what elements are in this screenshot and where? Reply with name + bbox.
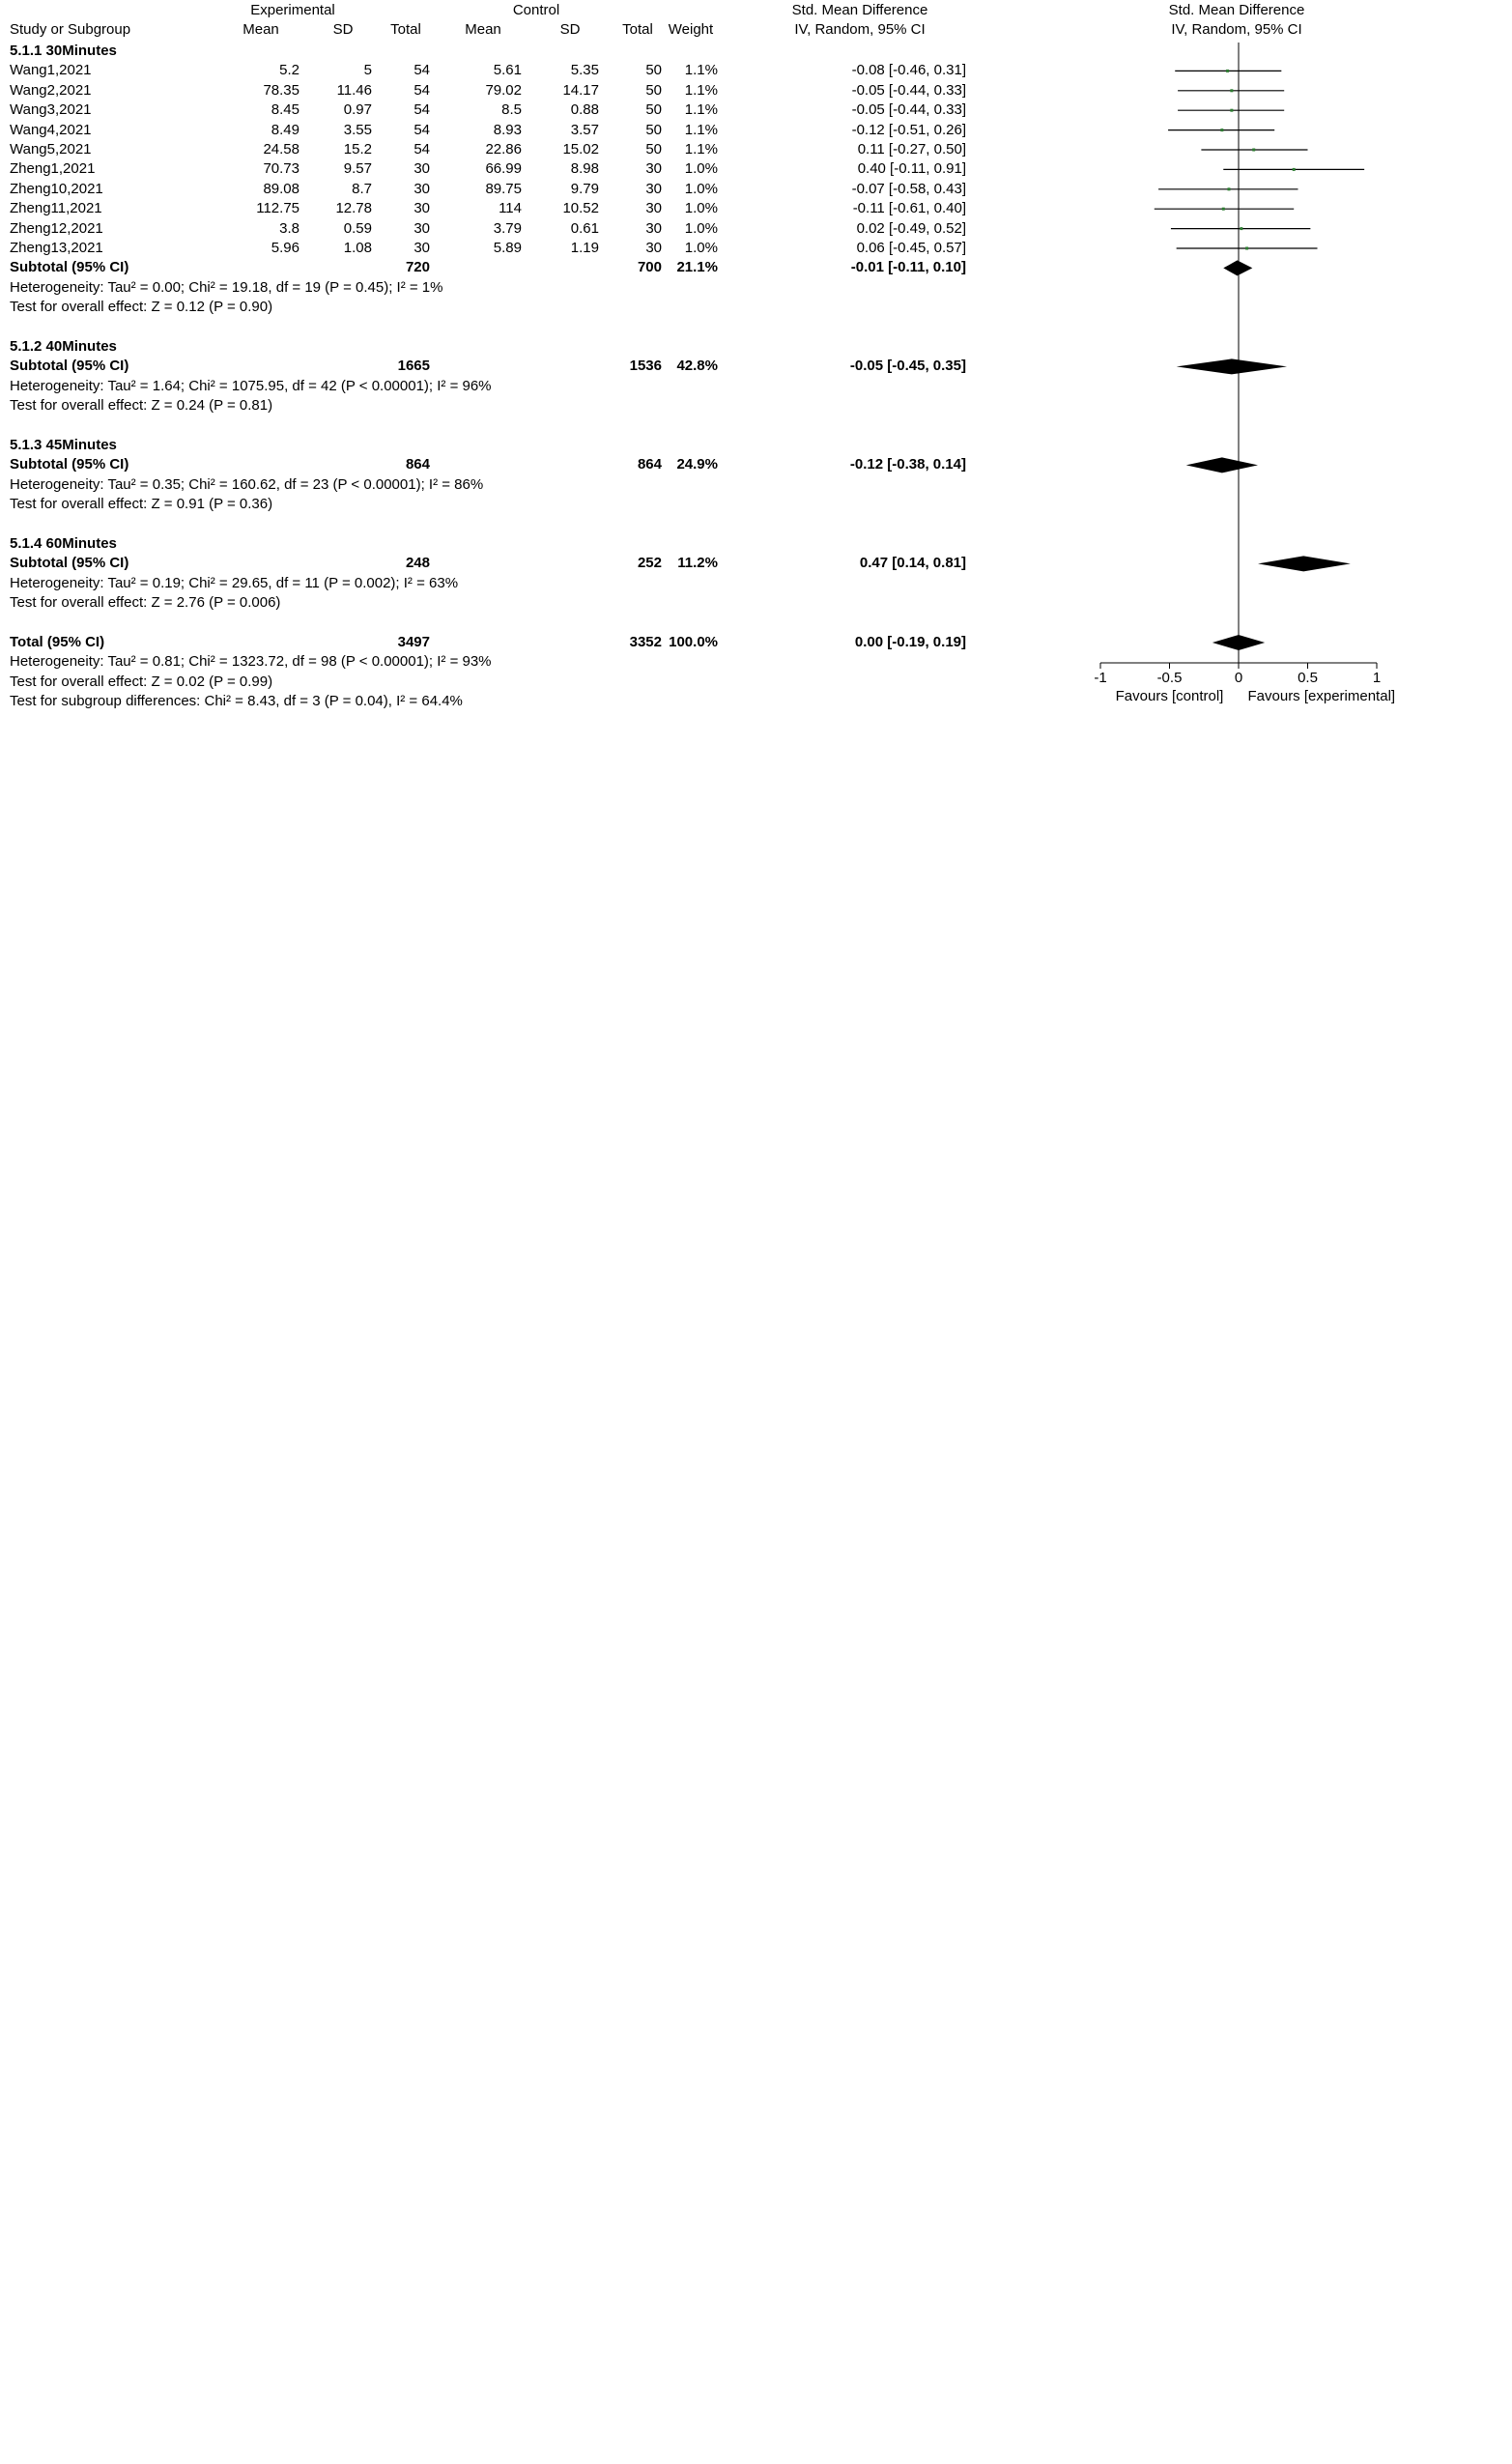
study-name: Zheng1,2021 bbox=[10, 160, 96, 178]
subtotal-exp-total: 1665 bbox=[397, 358, 430, 375]
ctrl-sd: 10.52 bbox=[562, 200, 599, 217]
study-weight: 1.1% bbox=[684, 101, 718, 119]
point-estimate bbox=[1230, 89, 1233, 92]
subtotal-ctrl-total: 864 bbox=[637, 456, 662, 473]
exp-total: 54 bbox=[414, 141, 430, 158]
subtotal-smd-ci: -0.05 [-0.45, 0.35] bbox=[849, 358, 966, 375]
exp-total: 30 bbox=[414, 160, 430, 178]
study-smd-ci: -0.07 [-0.58, 0.43] bbox=[851, 180, 966, 197]
exp-total: 54 bbox=[414, 81, 430, 99]
study-smd-ci: 0.02 [-0.49, 0.52] bbox=[856, 219, 966, 237]
study-smd-ci: 0.40 [-0.11, 0.91] bbox=[857, 160, 966, 178]
ctrl-sd: 0.88 bbox=[570, 101, 599, 119]
subtotal-ctrl-total: 1536 bbox=[629, 358, 662, 375]
subtotal-exp-total: 864 bbox=[405, 456, 430, 473]
study-weight: 1.0% bbox=[684, 200, 718, 217]
exp-mean: 5.2 bbox=[279, 62, 300, 79]
study-name: Wang4,2021 bbox=[10, 121, 92, 138]
study-name: Wang1,2021 bbox=[10, 62, 92, 79]
ctrl-total: 30 bbox=[645, 200, 662, 217]
plot-title: Std. Mean Difference bbox=[1168, 2, 1305, 18]
subtotal-diamond bbox=[1258, 556, 1351, 571]
subgroup-differences-text: Test for subgroup differences: Chi² = 8.43, df = 3 (P = 0.04), I² = 64.4% bbox=[10, 693, 463, 710]
ctrl-total: 30 bbox=[645, 180, 662, 197]
ctrl-total: 50 bbox=[645, 62, 662, 79]
subtotal-ctrl-total: 700 bbox=[637, 259, 662, 276]
ctrl-total: 50 bbox=[645, 121, 662, 138]
study-name: Zheng13,2021 bbox=[10, 240, 103, 256]
exp-total: 30 bbox=[414, 180, 430, 197]
subtotal-smd-ci: 0.47 [0.14, 0.81] bbox=[859, 555, 966, 572]
total-heterogeneity-text: Heterogeneity: Tau² = 0.81; Chi² = 1323.72, df = 98 (P < 0.00001); I² = 93% bbox=[10, 653, 492, 671]
ctrl-total: 30 bbox=[645, 160, 662, 178]
x-tick-label: 0.5 bbox=[1298, 670, 1318, 686]
overall-effect-text: Test for overall effect: Z = 2.76 (P = 0.006) bbox=[10, 594, 281, 612]
ctrl-sd: 9.79 bbox=[570, 180, 599, 197]
study-weight: 1.1% bbox=[684, 141, 718, 158]
exp-mean: 8.45 bbox=[271, 101, 300, 119]
study-name: Zheng12,2021 bbox=[10, 219, 103, 237]
subtotal-ctrl-total: 252 bbox=[637, 555, 662, 572]
subtotal-label: Subtotal (95% CI) bbox=[10, 358, 129, 375]
exp-total: 54 bbox=[414, 101, 430, 119]
exp-total: 54 bbox=[414, 62, 430, 79]
header-mean-ctrl: Mean bbox=[465, 21, 501, 38]
ctrl-total: 50 bbox=[645, 141, 662, 158]
total-exp: 3497 bbox=[397, 634, 430, 650]
subtotal-diamond bbox=[1223, 260, 1252, 275]
study-smd-ci: 0.06 [-0.45, 0.57] bbox=[856, 240, 966, 256]
subtotal-weight: 21.1% bbox=[676, 259, 718, 276]
subgroup-title: 5.1.2 40Minutes bbox=[10, 338, 117, 355]
ctrl-mean: 8.5 bbox=[501, 101, 522, 119]
heterogeneity-text: Heterogeneity: Tau² = 0.35; Chi² = 160.62, df = 23 (P < 0.00001); I² = 86% bbox=[10, 475, 484, 493]
exp-mean: 3.8 bbox=[279, 219, 300, 237]
header-smd: Std. Mean Difference bbox=[791, 2, 928, 18]
exp-sd: 0.59 bbox=[343, 219, 372, 237]
subtotal-weight: 42.8% bbox=[676, 358, 718, 375]
exp-mean: 24.58 bbox=[263, 141, 300, 158]
study-name: Wang3,2021 bbox=[10, 101, 92, 119]
ctrl-total: 50 bbox=[645, 101, 662, 119]
subtotal-label: Subtotal (95% CI) bbox=[10, 555, 129, 572]
subtotal-smd-ci: -0.01 [-0.11, 0.10] bbox=[850, 259, 966, 276]
exp-total: 30 bbox=[414, 200, 430, 217]
study-name: Wang2,2021 bbox=[10, 81, 92, 99]
subtotal-smd-ci: -0.12 [-0.38, 0.14] bbox=[849, 456, 966, 473]
exp-sd: 0.97 bbox=[343, 101, 372, 119]
exp-mean: 89.08 bbox=[263, 180, 300, 197]
header-study: Study or Subgroup bbox=[10, 21, 131, 38]
study-weight: 1.1% bbox=[684, 81, 718, 99]
exp-sd: 15.2 bbox=[343, 141, 372, 158]
exp-sd: 12.78 bbox=[335, 200, 372, 217]
subtotal-diamond bbox=[1186, 457, 1258, 473]
subtotal-weight: 11.2% bbox=[677, 555, 718, 572]
total-smd-ci: 0.00 [-0.19, 0.19] bbox=[854, 634, 966, 650]
ctrl-mean: 66.99 bbox=[485, 160, 522, 178]
overall-effect-text: Test for overall effect: Z = 0.24 (P = 0.81) bbox=[10, 397, 273, 415]
header-sd-ctrl: SD bbox=[559, 21, 581, 38]
x-tick-label: -0.5 bbox=[1156, 670, 1183, 686]
exp-sd: 11.46 bbox=[336, 81, 372, 99]
exp-mean: 5.96 bbox=[271, 240, 300, 256]
ctrl-sd: 15.02 bbox=[562, 141, 599, 158]
exp-total: 30 bbox=[414, 219, 430, 237]
favours-control-label: Favours [control] bbox=[1115, 688, 1224, 704]
subtotal-weight: 24.9% bbox=[676, 456, 718, 473]
exp-sd: 9.57 bbox=[343, 160, 372, 178]
ctrl-sd: 3.57 bbox=[570, 121, 599, 138]
ctrl-mean: 5.89 bbox=[493, 240, 522, 256]
ctrl-mean: 22.86 bbox=[485, 141, 522, 158]
x-tick-label: -1 bbox=[1094, 670, 1107, 686]
header-weight: Weight bbox=[668, 21, 714, 38]
point-estimate bbox=[1245, 247, 1248, 250]
ctrl-sd: 0.61 bbox=[570, 219, 599, 237]
ctrl-total: 30 bbox=[645, 219, 662, 237]
study-name: Zheng11,2021 bbox=[10, 200, 102, 217]
header-mean-exp: Mean bbox=[242, 21, 279, 38]
study-smd-ci: 0.11 [-0.27, 0.50] bbox=[857, 141, 966, 158]
exp-sd: 5 bbox=[363, 62, 372, 79]
point-estimate bbox=[1220, 129, 1223, 131]
subtotal-exp-total: 720 bbox=[405, 259, 430, 276]
overall-effect-text: Test for overall effect: Z = 0.91 (P = 0.36) bbox=[10, 496, 273, 513]
subgroup-title: 5.1.4 60Minutes bbox=[10, 535, 117, 552]
study-name: Wang5,2021 bbox=[10, 141, 92, 158]
ctrl-sd: 1.19 bbox=[570, 240, 599, 256]
heterogeneity-text: Heterogeneity: Tau² = 0.19; Chi² = 29.65, df = 11 (P = 0.002); I² = 63% bbox=[10, 574, 459, 591]
total-label: Total (95% CI) bbox=[10, 634, 105, 650]
subtotal-label: Subtotal (95% CI) bbox=[10, 259, 129, 276]
ctrl-mean: 3.79 bbox=[493, 219, 522, 237]
header-group-experimental: Experimental bbox=[250, 2, 335, 18]
exp-mean: 8.49 bbox=[271, 121, 300, 138]
exp-mean: 78.35 bbox=[263, 81, 300, 99]
heterogeneity-text: Heterogeneity: Tau² = 1.64; Chi² = 1075.95, df = 42 (P < 0.00001); I² = 96% bbox=[10, 377, 492, 394]
ctrl-mean: 114 bbox=[499, 200, 522, 217]
point-estimate bbox=[1293, 168, 1296, 171]
study-weight: 1.1% bbox=[684, 62, 718, 79]
study-smd-ci: -0.05 [-0.44, 0.33] bbox=[851, 101, 966, 119]
exp-mean: 112.75 bbox=[256, 200, 300, 217]
ctrl-mean: 8.93 bbox=[493, 121, 522, 138]
ctrl-total: 50 bbox=[645, 81, 662, 99]
ctrl-sd: 8.98 bbox=[570, 160, 599, 178]
exp-total: 30 bbox=[414, 240, 430, 256]
header-total-exp: Total bbox=[390, 21, 421, 38]
x-tick-label: 0 bbox=[1234, 670, 1243, 686]
total-ctrl: 3352 bbox=[629, 634, 662, 650]
study-smd-ci: -0.12 [-0.51, 0.26] bbox=[851, 121, 966, 138]
point-estimate bbox=[1230, 109, 1233, 112]
ctrl-mean: 79.02 bbox=[485, 81, 522, 99]
header-sd-exp: SD bbox=[332, 21, 354, 38]
x-tick-label: 1 bbox=[1372, 670, 1382, 686]
total-overall-effect-text: Test for overall effect: Z = 0.02 (P = 0.99) bbox=[10, 673, 273, 690]
exp-mean: 70.73 bbox=[263, 160, 300, 178]
header-group-control: Control bbox=[512, 2, 560, 18]
exp-sd: 1.08 bbox=[343, 240, 372, 256]
study-smd-ci: -0.08 [-0.46, 0.31] bbox=[851, 62, 966, 79]
study-name: Zheng10,2021 bbox=[10, 180, 103, 197]
ctrl-sd: 5.35 bbox=[570, 62, 599, 79]
header-smd-method: IV, Random, 95% CI bbox=[794, 21, 926, 38]
subtotal-diamond bbox=[1177, 358, 1287, 374]
ctrl-sd: 14.17 bbox=[562, 81, 599, 99]
study-smd-ci: -0.05 [-0.44, 0.33] bbox=[851, 81, 966, 99]
study-smd-ci: -0.11 [-0.61, 0.40] bbox=[852, 200, 966, 217]
point-estimate bbox=[1252, 149, 1255, 152]
plot-method: IV, Random, 95% CI bbox=[1171, 21, 1302, 38]
overall-effect-text: Test for overall effect: Z = 0.12 (P = 0.90) bbox=[10, 299, 273, 316]
point-estimate bbox=[1227, 187, 1230, 190]
point-estimate bbox=[1226, 70, 1229, 72]
ctrl-total: 30 bbox=[645, 240, 662, 256]
point-estimate bbox=[1240, 227, 1242, 230]
study-weight: 1.0% bbox=[684, 180, 718, 197]
study-weight: 1.0% bbox=[684, 219, 718, 237]
favours-experimental-label: Favours [experimental] bbox=[1247, 688, 1396, 704]
total-weight: 100.0% bbox=[669, 634, 718, 650]
exp-sd: 3.55 bbox=[343, 121, 372, 138]
study-weight: 1.0% bbox=[684, 160, 718, 178]
study-weight: 1.1% bbox=[684, 121, 718, 138]
heterogeneity-text: Heterogeneity: Tau² = 0.00; Chi² = 19.18, df = 19 (P = 0.45); I² = 1% bbox=[10, 278, 443, 296]
study-weight: 1.0% bbox=[684, 240, 718, 256]
subgroup-title: 5.1.3 45Minutes bbox=[10, 437, 117, 453]
subgroup-title: 5.1.1 30Minutes bbox=[10, 43, 117, 59]
ctrl-mean: 89.75 bbox=[485, 180, 522, 197]
ctrl-mean: 5.61 bbox=[493, 62, 522, 79]
exp-sd: 8.7 bbox=[352, 180, 372, 197]
point-estimate bbox=[1222, 208, 1225, 211]
subtotal-exp-total: 248 bbox=[405, 555, 430, 572]
exp-total: 54 bbox=[414, 121, 430, 138]
subtotal-label: Subtotal (95% CI) bbox=[10, 456, 129, 473]
header-total-ctrl: Total bbox=[622, 21, 653, 38]
